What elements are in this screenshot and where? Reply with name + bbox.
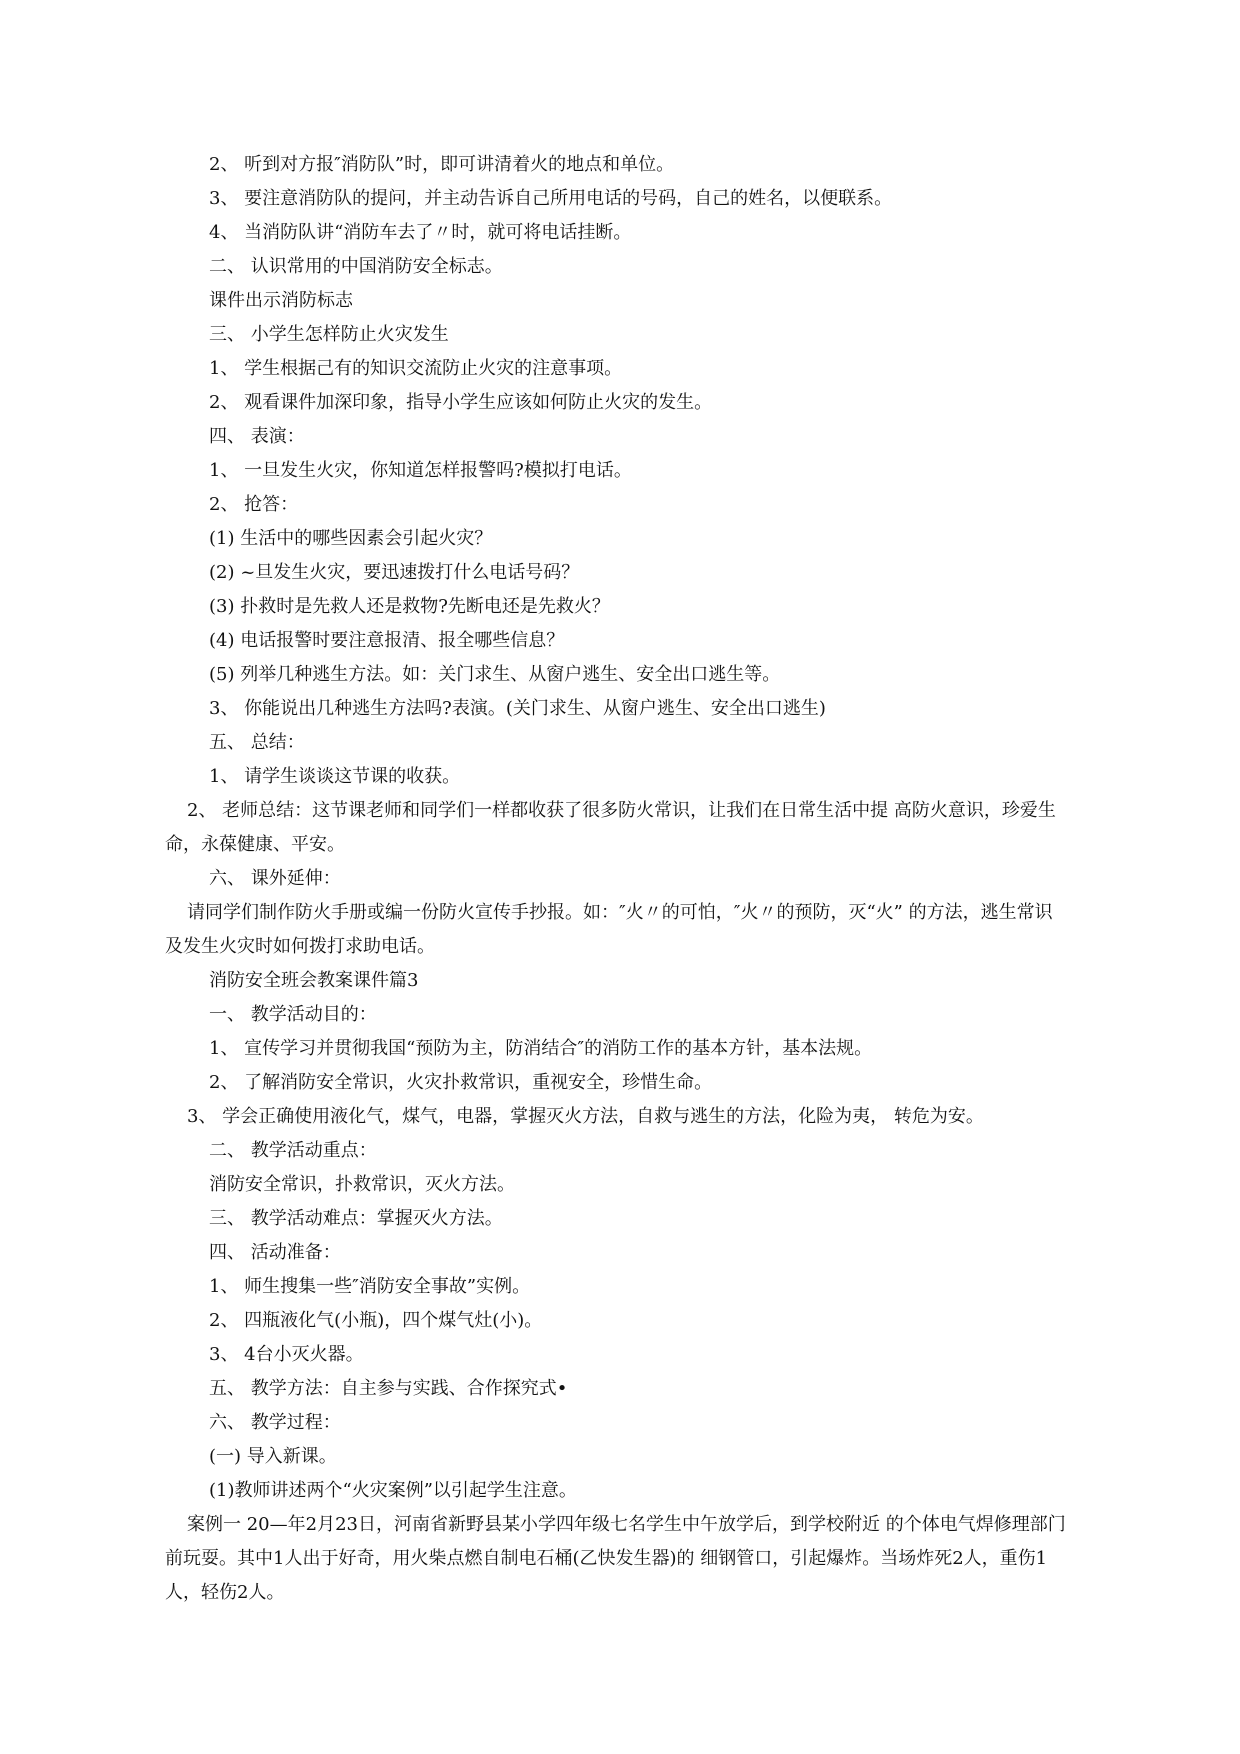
text-line: 六、 课外延伸： xyxy=(209,868,341,889)
text-line: 五、 总结： xyxy=(209,732,305,753)
text-line: 1、 学生根据己有的知识交流防止火灾的注意事项。 xyxy=(209,358,623,379)
text-line: (2) ~旦发生火灾，要迅速拨打什么电话号码？ xyxy=(209,562,580,583)
text-line: 2、 听到对方报″消防队”时，即可讲清着火的地点和单位。 xyxy=(209,154,675,175)
text-line: 四、 表演： xyxy=(209,426,305,447)
text-line: 2、 抢答： xyxy=(209,494,299,515)
text-line: 消防安全班会教案课件篇3 xyxy=(209,970,419,991)
text-line: 3、 要注意消防队的提问，并主动告诉自己所用电话的号码，自己的姓名，以便联系。 xyxy=(209,188,893,209)
text-line: 三、 小学生怎样防止火灾发生 xyxy=(209,324,449,345)
text-line: 课件出示消防标志 xyxy=(209,290,353,311)
text-line: 3、 你能说出几种逃生方法吗?表演。(关门求生、从窗户逃生、安全出口逃生) xyxy=(209,698,826,719)
text-line: (3) 扑救时是先救人还是救物?先断电还是先救火？ xyxy=(209,596,610,617)
paragraph: 3、 学会正确使用液化气，煤气，电器，掌握灭火方法，自救与逃生的方法，化险为夷， 转危为安。 xyxy=(187,1106,984,1127)
paragraph: 案例一 20—年2月23日，河南省新野县某小学四年级七名学生中午放学后，到学校附近 的个体电气焊修理部门前玩耍。其中1人出于好奇，用火柴点燃自制电石桶(乙快发生器)的 细钢管口，引起爆炸。当场炸死2人，重伤1人，轻伤2人。 xyxy=(165,1514,1066,1603)
text-line: 1、 师生搜集一些″消防安全事故”实例。 xyxy=(209,1276,531,1297)
text-line: (一) 导入新课。 xyxy=(209,1446,337,1467)
text-line: (5) 列举几种逃生方法。如：关门求生、从窗户逃生、安全出口逃生等。 xyxy=(209,664,781,685)
text-line: 1、 一旦发生火灾，你知道怎样报警吗?模拟打电话。 xyxy=(209,460,632,481)
paragraph: 2、 老师总结：这节课老师和同学们一样都收获了很多防火常识，让我们在日常生活中提 高防火意识，珍爱生命，永葆健康、平安。 xyxy=(165,800,1056,855)
document-body xyxy=(165,148,1067,1610)
text-line: 消防安全常识，扑救常识，灭火方法。 xyxy=(209,1174,515,1195)
text-line: 2、 了解消防安全常识，火灾扑救常识，重视安全，珍惜生命。 xyxy=(209,1072,713,1093)
paragraph: 请同学们制作防火手册或编一份防火宣传手抄报。如：″火〃的可怕，″火〃的预防，灭“火” 的方法，逃生常识及发生火灾时如何拨打求助电话。 xyxy=(165,902,1053,957)
text-line: 六、 教学过程： xyxy=(209,1412,341,1433)
text-line: (1) 生活中的哪些因素会引起火灾？ xyxy=(209,528,493,549)
text-line: 1、 宣传学习并贯彻我国“预防为主，防消结合″的消防工作的基本方针，基本法规。 xyxy=(209,1038,873,1059)
text-line: 五、 教学方法：自主参与实践、合作探究式• xyxy=(209,1378,568,1399)
text-line: 四、 活动准备： xyxy=(209,1242,341,1263)
text-line: 三、 教学活动难点：掌握灭火方法。 xyxy=(209,1208,503,1229)
text-line: 4、 当消防队讲“消防车去了〃时，就可将电话挂断。 xyxy=(209,222,632,243)
text-line: 1、 请学生谈谈这节课的收获。 xyxy=(209,766,461,787)
text-line: 2、 四瓶液化气(小瓶)，四个煤气灶(小)。 xyxy=(209,1310,543,1331)
text-line: 一、 教学活动目的： xyxy=(209,1004,377,1025)
text-line: 2、 观看课件加深印象，指导小学生应该如何防止火灾的发生。 xyxy=(209,392,713,413)
text-line: (1)教师讲述两个“火灾案例”以引起学生注意。 xyxy=(209,1480,577,1501)
text-line: 二、 教学活动重点： xyxy=(209,1140,377,1161)
text-line: 二、 认识常用的中国消防安全标志。 xyxy=(209,256,503,277)
text-line: 3、 4台小灭火器。 xyxy=(209,1344,364,1365)
text-line: (4) 电话报警时要注意报清、报全哪些信息？ xyxy=(209,630,565,651)
